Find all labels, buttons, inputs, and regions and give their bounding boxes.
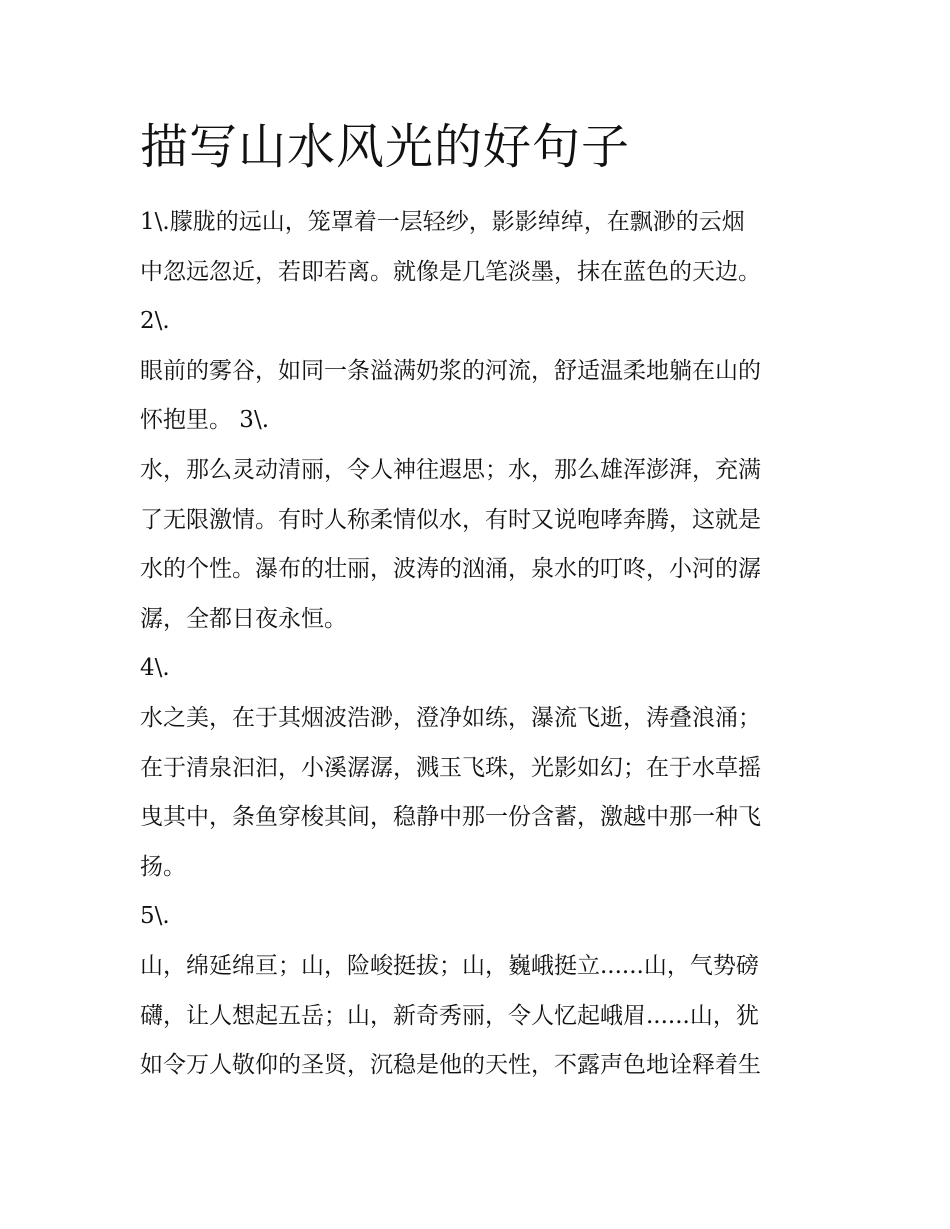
text-line: 怀抱里。 3\. (140, 407, 270, 434)
text-line: 水，那么灵动清丽，令人神往遐思；水，那么雄浑澎湃，充满 (140, 456, 761, 483)
text-line: 眼前的雾谷，如同一条溢满奶浆的河流，舒适温柔地躺在山的 (140, 357, 761, 384)
text-line: 1\.朦胧的远山，笼罩着一层轻纱，影影绰绰，在飘渺的云烟 (140, 209, 745, 235)
text-line: 水的个性。瀑布的壮丽，波涛的汹涌，泉水的叮咚，小河的潺 (140, 556, 761, 583)
text-line: 5\. (140, 903, 170, 930)
document-body (140, 198, 816, 1091)
text-line: 曳其中，条鱼穿梭其间，稳静中那一份含蓄，激越中那一种飞 (140, 804, 761, 831)
text-line: 山，绵延绵亘；山，险峻挺拔；山，巍峨挺立......山，气势磅 (140, 952, 759, 979)
text-line: 礴，让人想起五岳；山，新奇秀丽，令人忆起峨眉......山，犹 (140, 1002, 759, 1029)
text-line: 如令万人敬仰的圣贤，沉稳是他的天性，不露声色地诠释着生 (140, 1052, 761, 1079)
text-line: 水之美，在于其烟波浩渺，澄净如练，瀑流飞逝，涛叠浪涌； (140, 704, 761, 731)
text-line: 4\. (140, 655, 170, 682)
text-line: 了无限激情。有时人称柔情似水，有时又说咆哮奔腾，这就是 (140, 506, 761, 533)
text-line: 中忽远忽近，若即若离。就像是几笔淡墨，抹在蓝色的天边。 (140, 258, 761, 285)
text-line: 扬。 (140, 853, 186, 880)
document-title: 描写山水风光的好句子 (140, 119, 631, 175)
text-line: 在于清泉汩汩，小溪潺潺，溅玉飞珠，光影如幻；在于水草摇 (140, 754, 761, 781)
text-line: 2\. (140, 308, 170, 335)
text-line: 潺，全都日夜永恒。 (140, 605, 347, 632)
